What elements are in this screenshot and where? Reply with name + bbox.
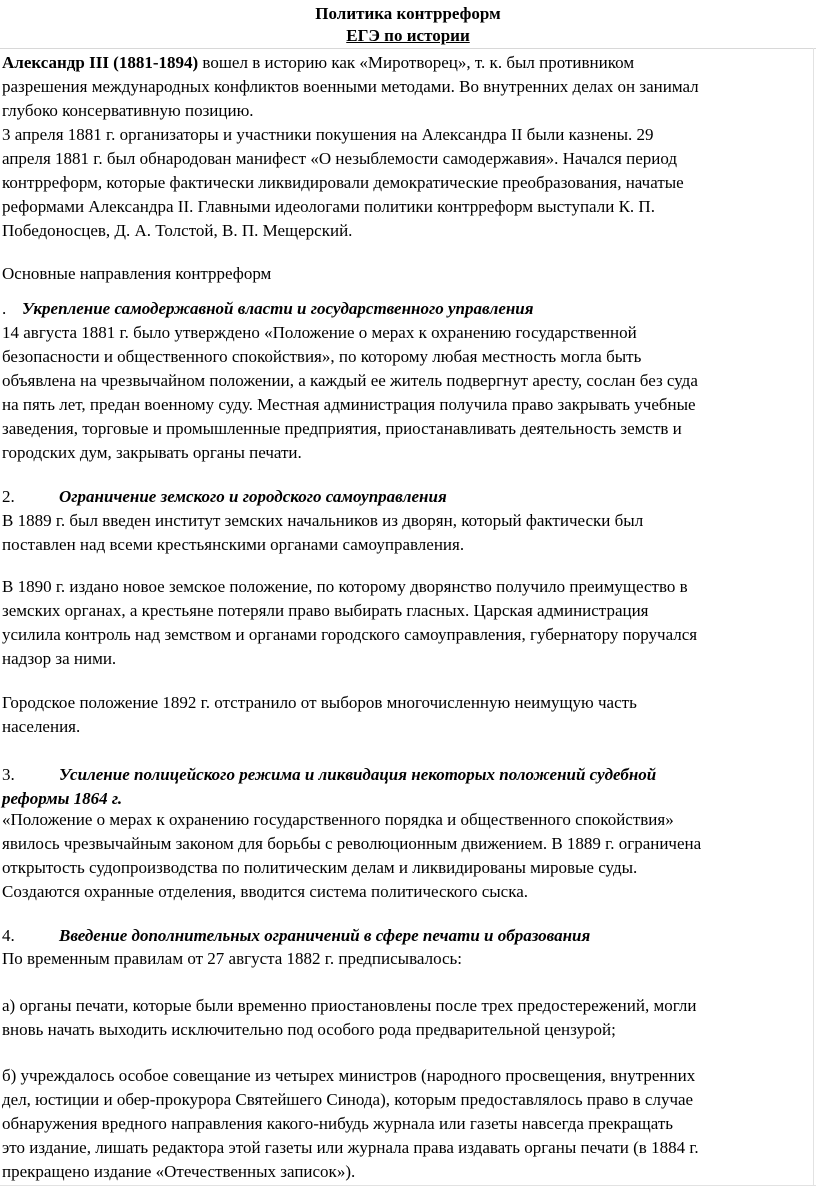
section-3-heading — [2, 763, 812, 787]
section-3-title: Усиление полицейского режима и ликвидация некоторых положений судебной — [59, 765, 657, 784]
section-3-title-cont: реформы 1864 г. — [2, 789, 123, 808]
intro-lead: Александр III (1881-1894) — [2, 53, 199, 72]
section-4-item-b: б) учреждалось особое совещание из четырех министров (народного просвещения, внутренних дел, юстиции и обер-прокурора Святейшего Синода), которым предоставлялось право в случае обнаружения вредного направления какого-нибудь журнала или газеты навсегда прекращать это издание, лишать редактора этой газеты или журнала права издавать органы печати (в 1884 г. прекращено издание «Отечественных записок»). — [2, 1066, 699, 1181]
section-2-heading — [2, 485, 812, 509]
section-1-number: . — [2, 299, 7, 318]
page-edge-line — [813, 48, 814, 1185]
footer-divider — [0, 1185, 816, 1186]
section-1-heading — [2, 297, 812, 321]
section-4-heading — [2, 924, 812, 948]
directions-title: Основные направления контрреформ — [2, 264, 272, 283]
section-2-text-2: В 1890 г. издано новое земское положение, по которому дворянство получило преимущество в земских органах, а крестьяне потеряли право выбирать гласных. Царская администрация усилила контроль над земством и органами городского самоуправления, губернатору поручался надзор за ними. — [2, 577, 698, 668]
section-2-title: Ограничение земского и городского самоуправления — [59, 487, 447, 506]
document-subtitle: ЕГЭ по истории — [346, 26, 470, 45]
section-2-number: 2. — [2, 487, 15, 506]
intro-text: вошел в историю как «Миротворец», т. к. был противником разрешения международных конфликтов военными методами. Во внутренних делах он занимал глубоко консервативную позицию. — [2, 53, 699, 120]
section-1-title: Укрепление самодержавной власти и государственного управления — [22, 299, 534, 318]
document-title: Политика контрреформ — [315, 4, 501, 23]
section-3-number: 3. — [2, 765, 15, 784]
section-4-item-a: а) органы печати, которые были временно приостановлены после трех предостережений, могли вновь начать выходить исключительно под особого рода предварительной цензурой; — [2, 996, 697, 1039]
section-4-title: Введение дополнительных ограничений в сфере печати и образования — [59, 926, 591, 945]
section-2-text-3: Городское положение 1892 г. отстранило от выборов многочисленную неимущую часть населения. — [2, 693, 637, 736]
section-1-text: 14 августа 1881 г. было утверждено «Положение о мерах к охранению государственной безопасности и общественного спокойствия», по которому любая местность могла быть объявлена на чрезвычайном положении, а каждый ее житель подвергнут аресту, сослан без суда на пять лет, предан военному суду. Местная администрация получила право закрывать учебные заведения, торговые и промышленные предприятия, приостанавливать деятельность земств и городских дум, закрывать органы печати. — [2, 323, 698, 462]
section-4-number: 4. — [2, 926, 15, 945]
header-divider — [0, 48, 816, 49]
section-4-text: По временным правилам от 27 августа 1882 г. предписывалось: — [2, 949, 463, 968]
section-3-text: «Положение о мерах к охранению государственного порядка и общественного спокойствия» явилось чрезвычайным законом для борьбы с революционным движением. В 1889 г. ограничена открытость судопроизводства по политическим делам и ликвидированы мировые суды. Создаются охранные отделения, вводится система политического сыска. — [2, 810, 702, 901]
section-2-text: В 1889 г. был введен институт земских начальников из дворян, который фактически был поставлен над всеми крестьянскими органами самоуправления. — [2, 511, 644, 554]
intro-paragraph-2: 3 апреля 1881 г. организаторы и участники покушения на Александра II были казнены. 29 апреля 1881 г. был обнародован манифест «О незыблемости самодержавия». Начался период контрреформ, которые фактически ликвидировали демократические преобразования, начатые реформами Александра II. Главными идеологами политики контрреформ выступали К. П. Победоносцев, Д. А. Толстой, В. П. Мещерский. — [2, 125, 684, 240]
intro-paragraph-1 — [2, 51, 812, 123]
